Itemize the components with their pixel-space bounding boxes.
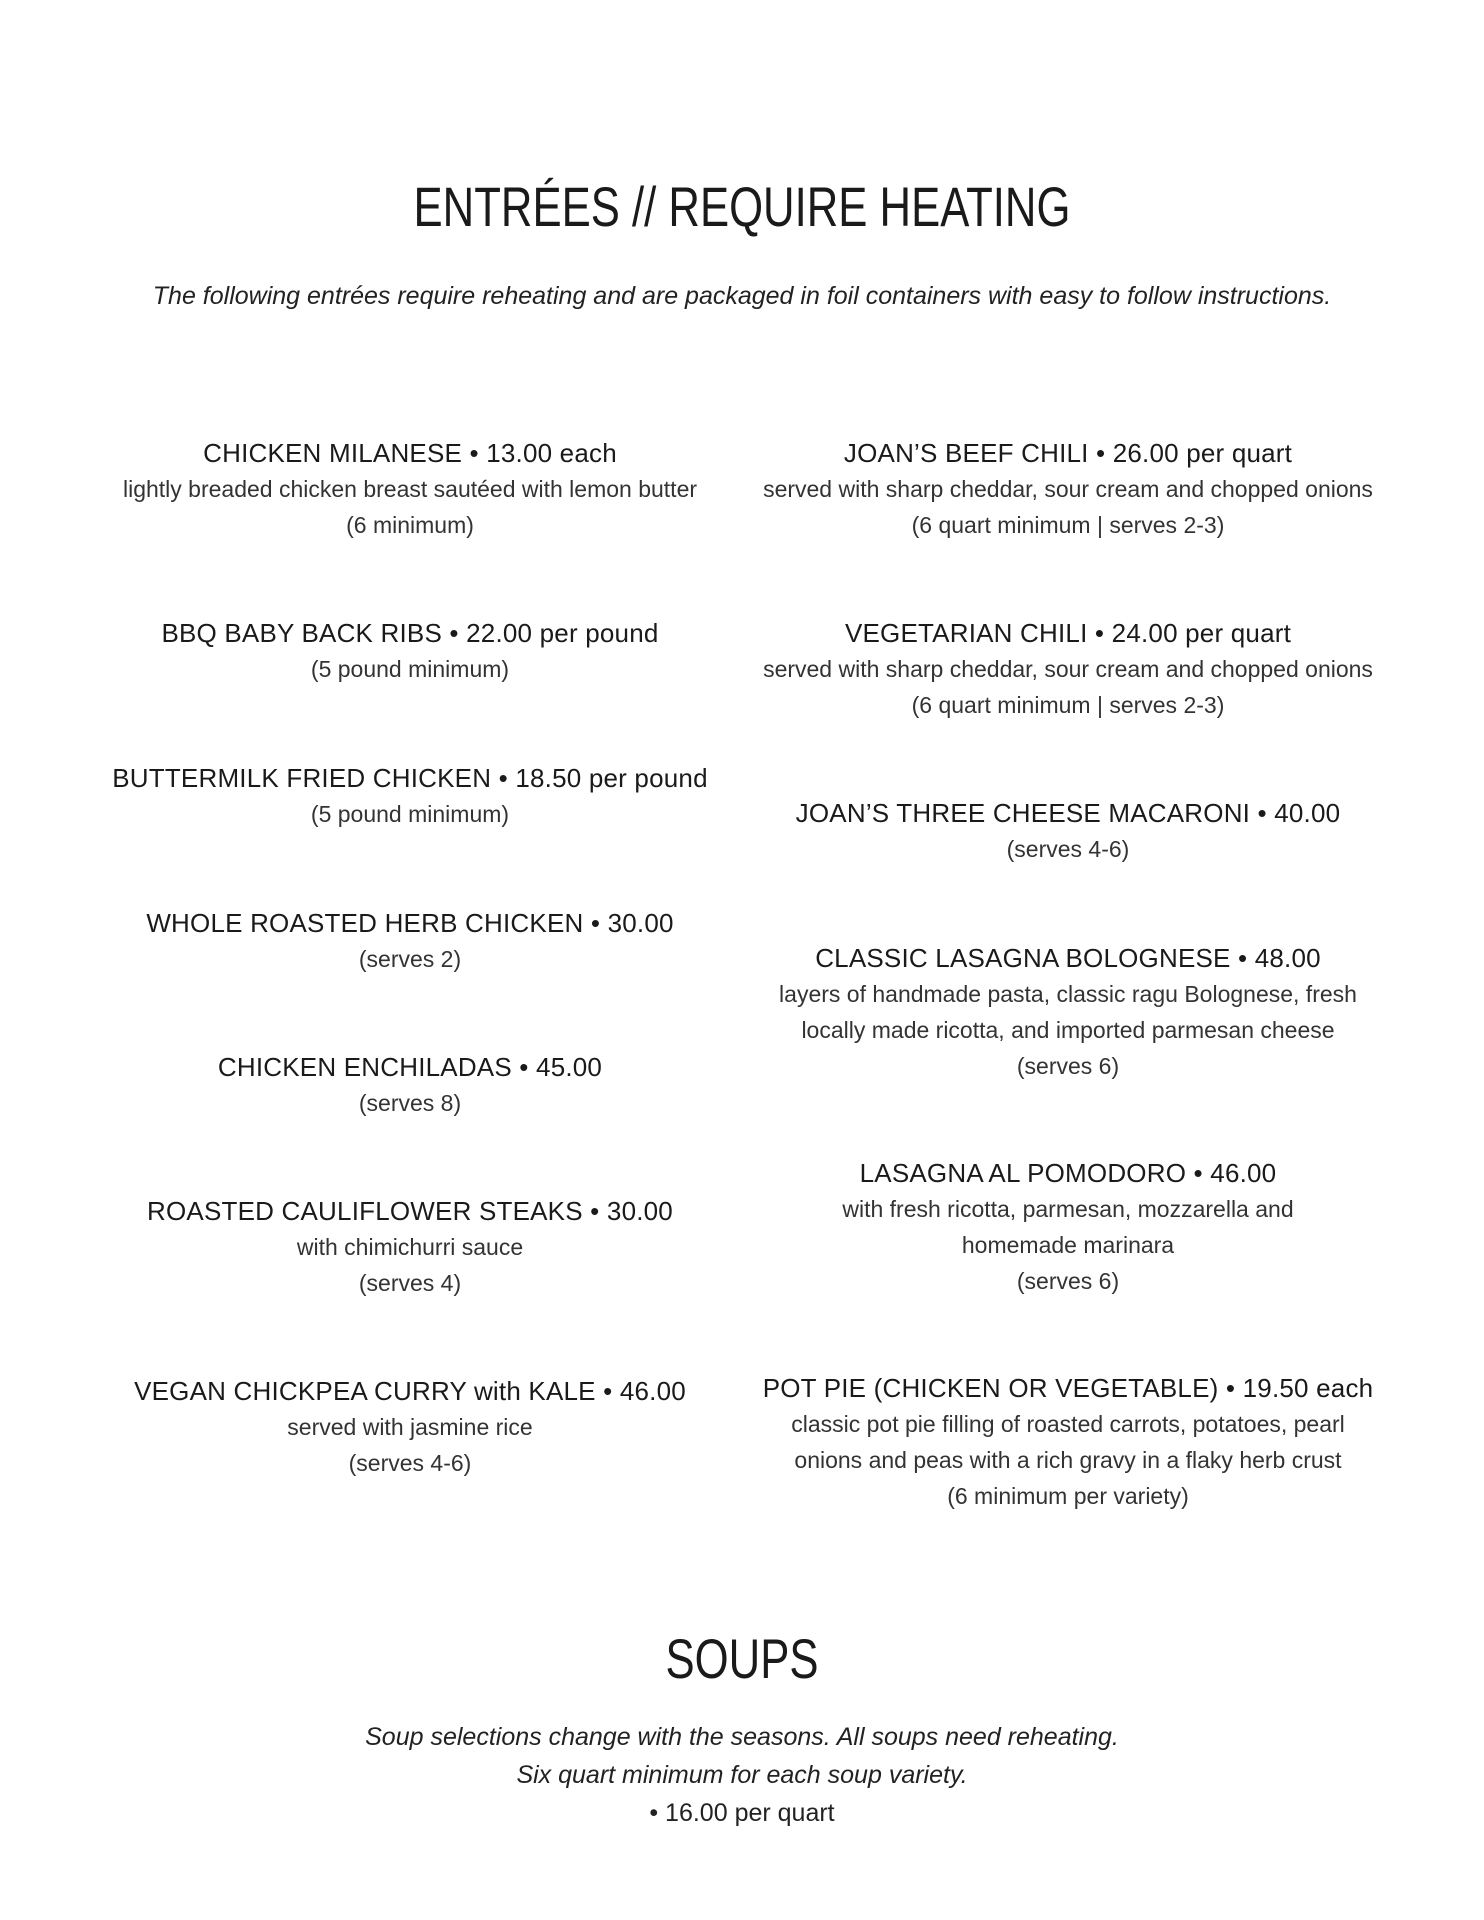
menu-item [748,435,1388,543]
item-name: WHOLE ROASTED HERB CHICKEN • 30.00 [146,908,674,938]
menu-item [110,1193,710,1301]
menu-item [110,615,710,687]
item-name: VEGETARIAN CHILI • 24.00 per quart [844,618,1292,648]
item-note: (5 pound minimum) [310,656,510,682]
menu-item [748,1370,1388,1514]
menu-item [748,795,1388,867]
item-note: (5 pound minimum) [310,801,510,827]
item-description: lightly breaded chicken breast sautéed with lemon butter [122,476,698,502]
item-description: with chimichurri sauce [296,1234,524,1260]
soups-note-minimum: Six quart minimum for each soup variety. [516,1761,968,1789]
item-description: homemade marinara [961,1232,1175,1258]
item-name: BUTTERMILK FRIED CHICKEN • 18.50 per pound [112,763,708,793]
item-description: locally made ricotta, and imported parmesan cheese [801,1017,1335,1043]
item-name: JOAN’S BEEF CHILI • 26.00 per quart [843,438,1293,468]
item-note: (6 quart minimum | serves 2-3) [911,692,1225,718]
item-description: served with sharp cheddar, sour cream and chopped onions [763,476,1373,502]
item-note: (serves 8) [358,1090,462,1116]
menu-item [110,760,710,832]
menu-item [748,1155,1388,1299]
item-name: VEGAN CHICKPEA CURRY with KALE • 46.00 [134,1376,686,1406]
item-description: served with jasmine rice [287,1414,533,1440]
soups-price: • 16.00 per quart [649,1799,835,1827]
menu-item [748,615,1388,723]
item-note: (6 minimum per variety) [947,1483,1189,1509]
item-name: JOAN’S THREE CHEESE MACARONI • 40.00 [795,798,1341,828]
soups-title: SOUPS [665,1627,819,1690]
item-description: classic pot pie filling of roasted carrots, potatoes, pearl [791,1411,1345,1437]
item-name: ROASTED CAULIFLOWER STEAKS • 30.00 [147,1196,673,1226]
item-name: LASAGNA AL POMODORO • 46.00 [859,1158,1277,1188]
item-description: served with sharp cheddar, sour cream and chopped onions [763,656,1373,682]
item-description: with fresh ricotta, parmesan, mozzarella and [842,1196,1294,1222]
item-note: (serves 6) [1016,1268,1120,1294]
menu-item [110,1373,710,1481]
item-name: CLASSIC LASAGNA BOLOGNESE • 48.00 [815,943,1321,973]
menu-item [748,940,1388,1084]
item-note: (serves 4) [358,1270,462,1296]
menu-item [110,435,710,543]
item-note: (serves 4-6) [348,1450,472,1476]
entrees-title: ENTRÉES // REQUIRE HEATING [413,175,1071,238]
item-note: (serves 6) [1016,1053,1120,1079]
item-name: CHICKEN ENCHILADAS • 45.00 [217,1052,603,1082]
item-note: (serves 2) [358,946,462,972]
menu-item [110,905,710,977]
item-description: layers of handmade pasta, classic ragu Bolognese, fresh [779,981,1357,1007]
item-note: (serves 4-6) [1006,836,1130,862]
item-name: POT PIE (CHICKEN OR VEGETABLE) • 19.50 each [762,1373,1374,1403]
item-name: CHICKEN MILANESE • 13.00 each [203,438,617,468]
soups-note-seasons: Soup selections change with the seasons. All soups need reheating. [365,1723,1119,1751]
item-note: (6 minimum) [346,512,474,538]
menu-item [110,1049,710,1121]
entrees-intro: The following entrées require reheating and are packaged in foil containers with easy to follow instructions. [152,282,1332,310]
item-name: BBQ BABY BACK RIBS • 22.00 per pound [161,618,659,648]
soups-intro [0,1718,1484,1832]
item-description: onions and peas with a rich gravy in a flaky herb crust [794,1447,1342,1473]
item-note: (6 quart minimum | serves 2-3) [911,512,1225,538]
